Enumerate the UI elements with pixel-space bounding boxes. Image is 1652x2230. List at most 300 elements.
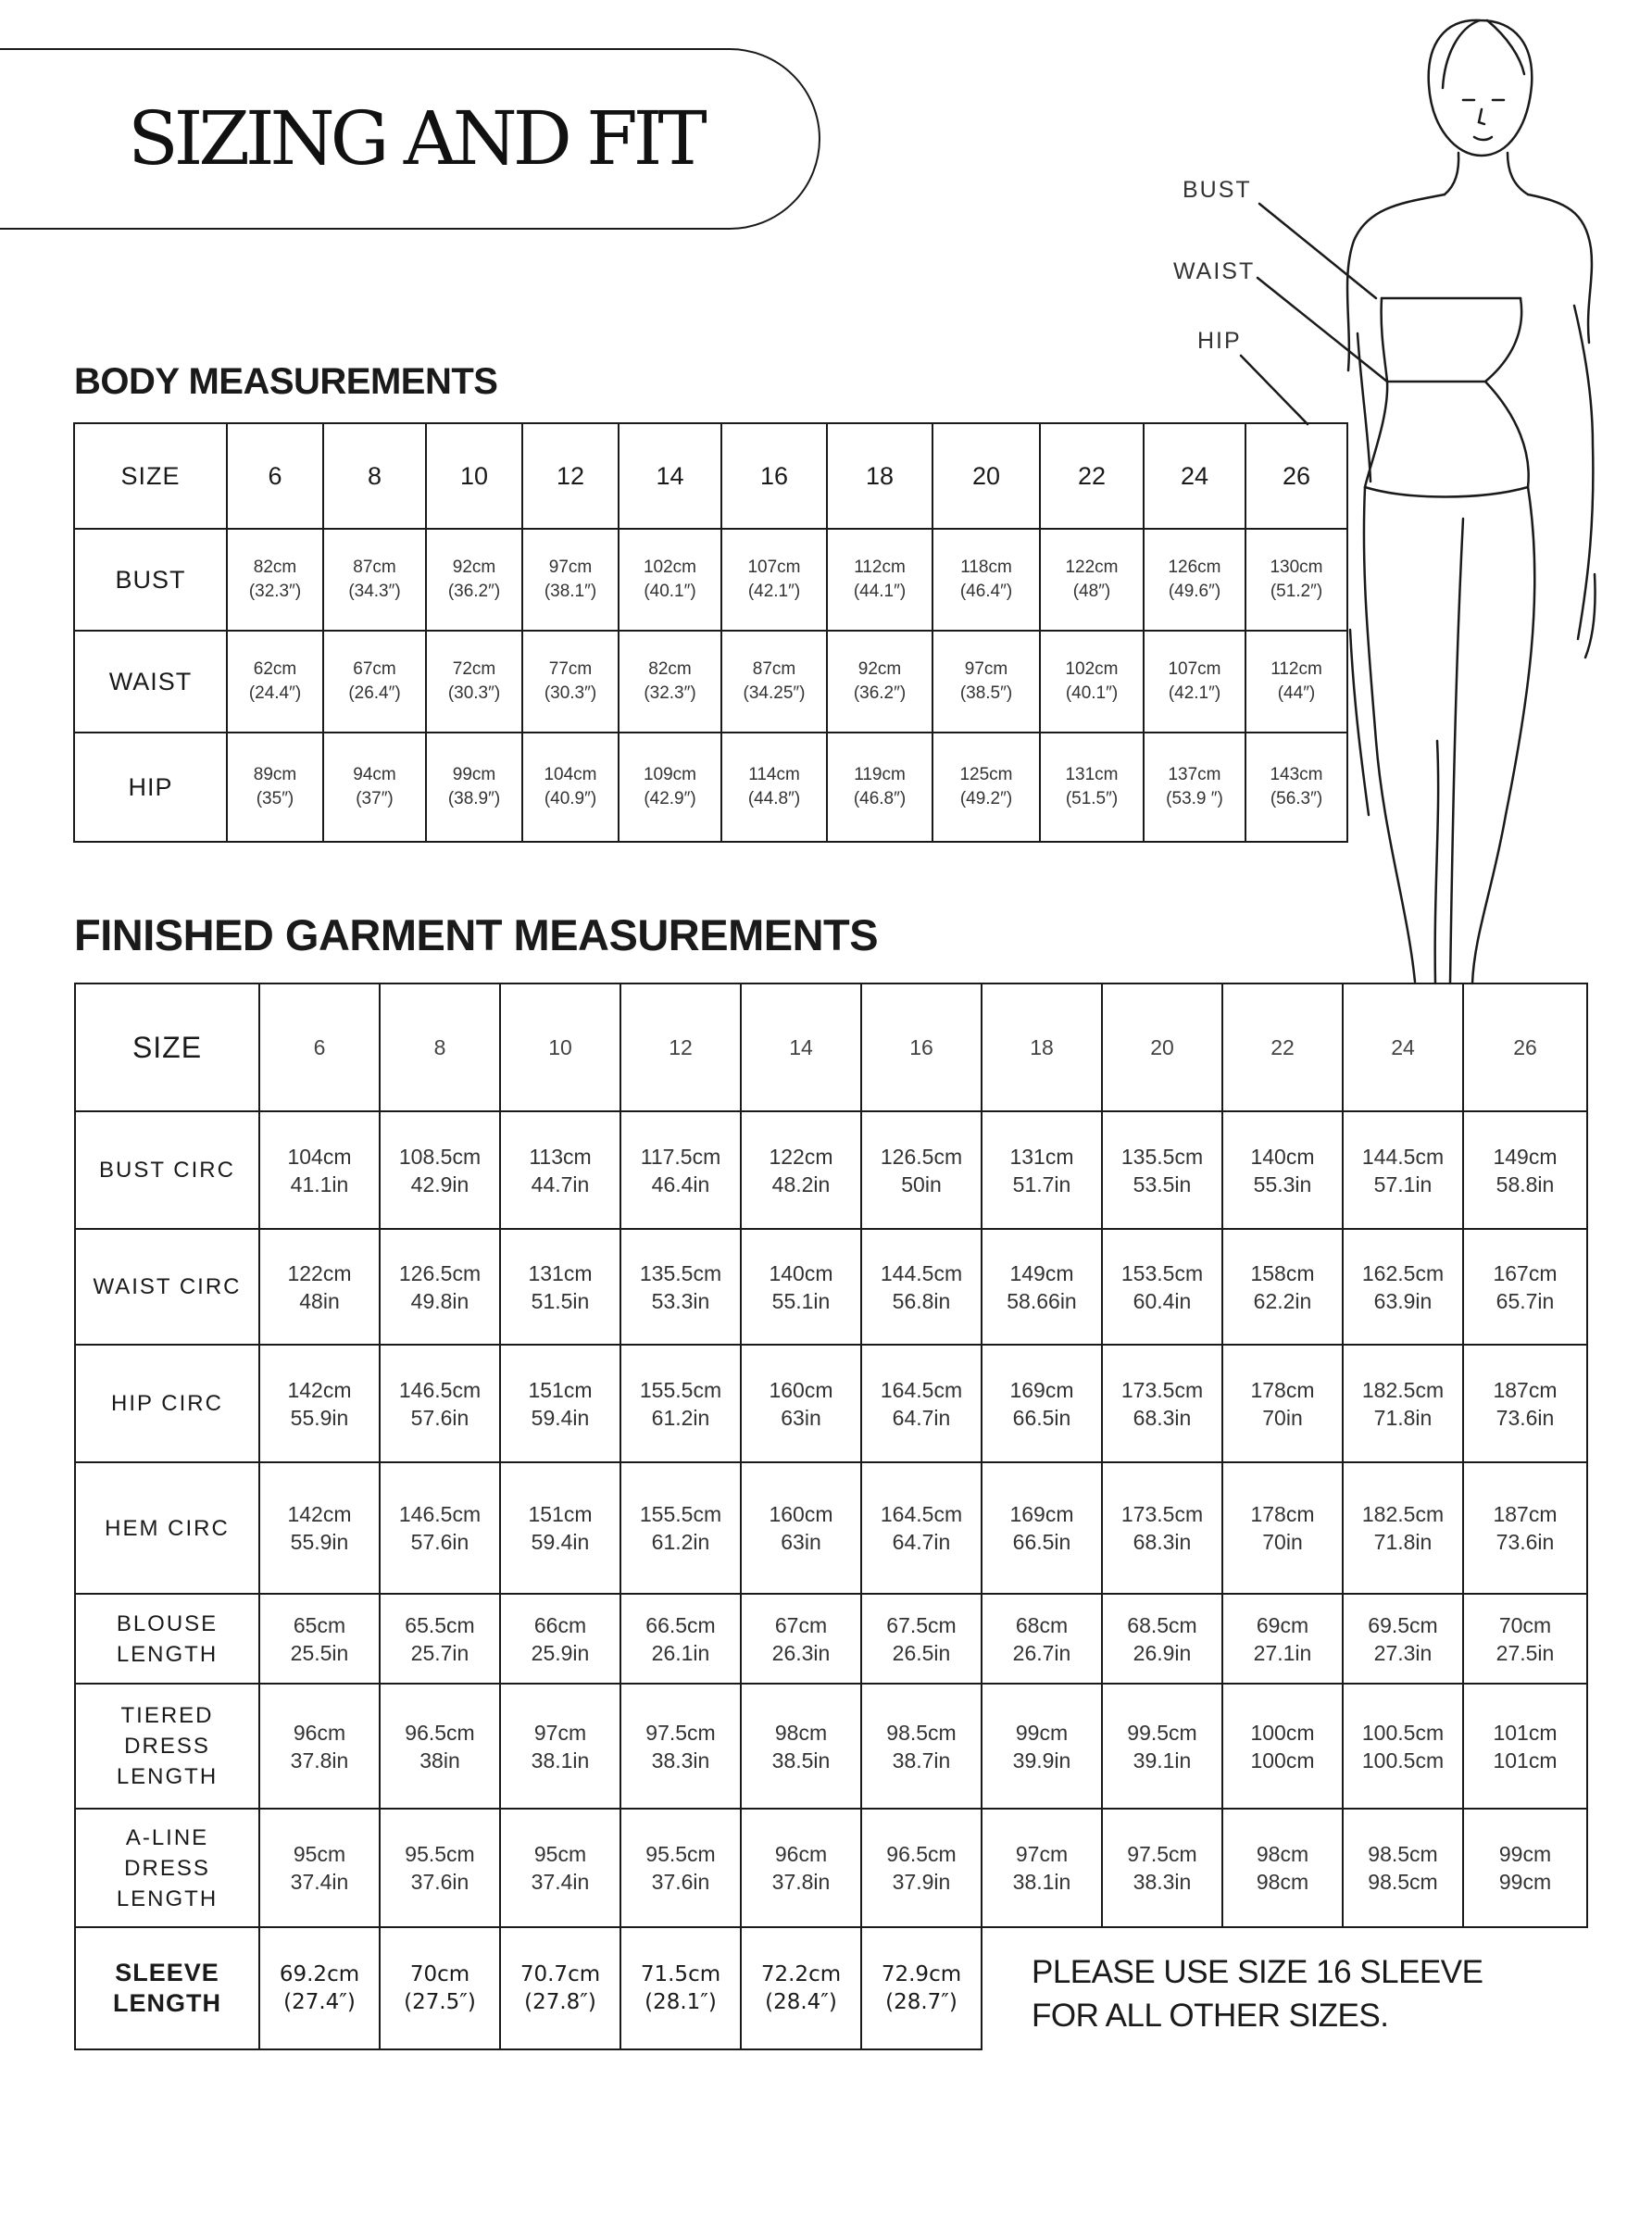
measurement-cell: [1463, 1594, 1587, 1684]
in-value: 44.7in: [531, 1171, 590, 1196]
in-value: 70in: [1262, 1405, 1303, 1430]
size-col-header: 22: [1040, 423, 1144, 529]
cm-value: 97.5cm: [645, 1720, 716, 1745]
measurement-cell: [619, 733, 721, 842]
in-value: 99cm: [1498, 1870, 1552, 1894]
size-col-header: 18: [827, 423, 932, 529]
measurement-cell: [932, 631, 1040, 733]
cm-value: 69.2cm: [279, 1962, 360, 1986]
cm-value: 187cm: [1493, 1377, 1558, 1402]
row-label: HIP: [74, 733, 227, 842]
in-value: 37.8in: [771, 1870, 831, 1894]
cm-value: 126.5cm: [880, 1144, 963, 1169]
measurement-cell: [1245, 529, 1347, 631]
in-value: 100.5cm: [1361, 1748, 1445, 1773]
body-measurements-heading: BODY MEASUREMENTS: [74, 361, 498, 402]
size-col-header: 8: [380, 983, 500, 1111]
cm-value: 146.5cm: [398, 1377, 482, 1402]
size-col-header: 16: [721, 423, 827, 529]
in-value: (40.1″): [1065, 683, 1119, 703]
cm-value: 92cm: [857, 659, 902, 679]
cm-value: 178cm: [1250, 1377, 1315, 1402]
measurement-cell: [1463, 1111, 1587, 1229]
cm-value: 126.5cm: [398, 1260, 482, 1285]
cm-value: 182.5cm: [1361, 1502, 1445, 1526]
hip-label: HIP: [1197, 328, 1242, 354]
garment-measurements-heading: FINISHED GARMENT MEASUREMENTS: [74, 910, 879, 959]
cm-value: 70cm: [1498, 1612, 1552, 1637]
cm-value: 96.5cm: [886, 1842, 957, 1866]
cm-value: 112cm: [854, 558, 906, 577]
in-value: 63in: [781, 1405, 821, 1430]
cm-value: 151cm: [528, 1377, 593, 1402]
cm-value: 125cm: [959, 765, 1013, 784]
measurement-cell: [620, 1462, 741, 1594]
cm-value: 68cm: [1015, 1612, 1069, 1637]
cm-value: 102cm: [1065, 659, 1119, 679]
in-value: (28.4″): [765, 1990, 837, 2014]
measurement-cell: [1144, 631, 1245, 733]
cm-value: 164.5cm: [880, 1502, 963, 1526]
in-value: (26.4″): [348, 683, 401, 703]
measurement-cell: [1343, 1684, 1463, 1809]
cm-value: 98.5cm: [886, 1720, 957, 1745]
cm-value: 169cm: [1009, 1377, 1074, 1402]
in-value: 100cm: [1250, 1748, 1315, 1773]
cm-value: 173.5cm: [1120, 1502, 1204, 1526]
cm-value: 131cm: [528, 1260, 593, 1285]
body-measurements-table: [73, 422, 1348, 843]
table-row: [74, 529, 1347, 631]
cm-value: 99cm: [1015, 1720, 1069, 1745]
cm-value: 149cm: [1493, 1144, 1558, 1169]
cm-value: 62cm: [253, 659, 297, 679]
cm-value: 68.5cm: [1127, 1612, 1197, 1637]
cm-value: 160cm: [769, 1502, 833, 1526]
cm-value: 72.2cm: [760, 1962, 842, 1986]
cm-value: 158cm: [1250, 1260, 1315, 1285]
in-value: 98.5cm: [1368, 1870, 1438, 1894]
cm-value: 66.5cm: [645, 1612, 716, 1637]
in-value: 38in: [419, 1748, 460, 1773]
cm-value: 102cm: [643, 558, 697, 577]
cm-value: 98.5cm: [1368, 1842, 1438, 1866]
measurement-cell: [1343, 1594, 1463, 1684]
measurement-cell: [741, 1927, 861, 2049]
in-value: 51.7in: [1012, 1171, 1071, 1196]
size-col-header: 10: [500, 983, 620, 1111]
measurement-cell: [227, 529, 323, 631]
row-label: HEM CIRC: [75, 1462, 259, 1594]
cm-value: 104cm: [544, 765, 597, 784]
cm-value: 162.5cm: [1361, 1260, 1445, 1285]
cm-value: 101cm: [1493, 1720, 1558, 1745]
cm-value: 135.5cm: [1120, 1144, 1204, 1169]
in-value: 26.3in: [771, 1640, 831, 1665]
in-value: 38.1in: [1012, 1870, 1071, 1894]
size-col-header: 10: [426, 423, 522, 529]
measurement-cell: [259, 1927, 380, 2049]
in-value: (44.1″): [853, 582, 907, 601]
row-label: WAIST: [74, 631, 227, 733]
size-col-header: 20: [932, 423, 1040, 529]
measurement-cell: [380, 1927, 500, 2049]
cm-value: 135.5cm: [639, 1260, 722, 1285]
measurement-cell: [259, 1345, 380, 1462]
measurement-cell: [380, 1229, 500, 1345]
measurement-cell: [1222, 1345, 1343, 1462]
cm-value: 95cm: [533, 1842, 587, 1866]
measurement-cell: [323, 529, 426, 631]
in-value: 37.6in: [410, 1870, 469, 1894]
table-row: [75, 1229, 1587, 1345]
in-value: (49.6″): [1168, 582, 1221, 601]
measurement-cell: [1222, 1229, 1343, 1345]
measurement-cell: [619, 631, 721, 733]
cm-value: 89cm: [253, 765, 297, 784]
measurement-cell: [741, 1594, 861, 1684]
measurement-cell: [500, 1229, 620, 1345]
measurement-cell: [1040, 529, 1144, 631]
measurement-cell: [741, 1462, 861, 1594]
table-row: [75, 1809, 1587, 1927]
in-value: 38.7in: [892, 1748, 951, 1773]
measurement-cell: [1102, 1809, 1222, 1927]
size-col-header: 26: [1245, 423, 1347, 529]
in-value: 66.5in: [1012, 1530, 1071, 1554]
in-value: 73.6in: [1496, 1530, 1555, 1554]
measurement-cell: [620, 1927, 741, 2049]
in-value: (38.5″): [959, 683, 1013, 703]
cm-value: 131cm: [1009, 1144, 1074, 1169]
in-value: 27.3in: [1373, 1640, 1433, 1665]
cm-value: 137cm: [1168, 765, 1221, 784]
cm-value: 96.5cm: [405, 1720, 475, 1745]
cm-value: 96cm: [293, 1720, 346, 1745]
in-value: 98cm: [1256, 1870, 1309, 1894]
in-value: 26.1in: [651, 1640, 710, 1665]
row-label: A-LINE DRESS LENGTH: [75, 1809, 259, 1927]
measurement-cell: [1343, 1809, 1463, 1927]
in-value: (44.8″): [747, 789, 801, 808]
in-value: (37″): [356, 789, 394, 808]
in-value: (28.1″): [645, 1990, 717, 2014]
measurement-cell: [522, 733, 619, 842]
bust-label: BUST: [1183, 177, 1252, 203]
in-value: 39.9in: [1012, 1748, 1071, 1773]
measurement-cell: [861, 1229, 982, 1345]
in-value: 48in: [299, 1288, 340, 1313]
in-value: (56.3″): [1270, 789, 1323, 808]
measurement-cell: [227, 631, 323, 733]
in-value: 26.9in: [1133, 1640, 1192, 1665]
cm-value: 113cm: [529, 1144, 592, 1169]
in-value: 56.8in: [892, 1288, 951, 1313]
cm-value: 112cm: [1270, 659, 1322, 679]
size-col-header: 12: [522, 423, 619, 529]
sleeve-note: PLEASE USE SIZE 16 SLEEVE FOR ALL OTHER SIZES.: [1032, 1954, 1483, 2034]
cm-value: 118cm: [960, 558, 1012, 577]
page-title: SIZING AND FIT: [128, 95, 703, 182]
in-value: 46.4in: [651, 1171, 710, 1196]
cm-value: 95.5cm: [645, 1842, 716, 1866]
cm-value: 97cm: [964, 659, 1008, 679]
cm-value: 144.5cm: [880, 1260, 963, 1285]
in-value: (44″): [1277, 683, 1316, 703]
measurement-cell: [500, 1594, 620, 1684]
in-value: (40.9″): [544, 789, 597, 808]
measurement-cell: [1222, 1809, 1343, 1927]
size-col-header: 20: [1102, 983, 1222, 1111]
cm-value: 97cm: [1015, 1842, 1069, 1866]
in-value: 101cm: [1493, 1748, 1558, 1773]
in-value: 55.1in: [771, 1288, 831, 1313]
in-value: (51.2″): [1270, 582, 1323, 601]
in-value: (49.2″): [959, 789, 1013, 808]
measurement-cell: [1102, 1229, 1222, 1345]
in-value: 53.5in: [1133, 1171, 1192, 1196]
measurement-cell: [721, 631, 827, 733]
measurement-cell: [259, 1462, 380, 1594]
in-value: 57.1in: [1373, 1171, 1433, 1196]
table-row: [75, 1462, 1587, 1594]
cm-value: 87cm: [353, 558, 396, 577]
cm-value: 122cm: [287, 1260, 352, 1285]
measurement-cell: [1102, 1684, 1222, 1809]
cm-value: 173.5cm: [1120, 1377, 1204, 1402]
measurement-cell: [500, 1111, 620, 1229]
size-col-header: 8: [323, 423, 426, 529]
cm-value: 151cm: [528, 1502, 593, 1526]
measurement-cell: [1343, 1229, 1463, 1345]
measurement-cell: [861, 1462, 982, 1594]
in-value: 66.5in: [1012, 1405, 1071, 1430]
cm-value: 140cm: [769, 1260, 833, 1285]
in-value: 26.7in: [1012, 1640, 1071, 1665]
body-size-header-row: [74, 423, 1347, 529]
measurement-cell: [861, 1111, 982, 1229]
measurement-cell: [619, 529, 721, 631]
measurement-cell: [932, 733, 1040, 842]
size-col-header: 12: [620, 983, 741, 1111]
measurement-cell: [323, 631, 426, 733]
measurement-cell: [1343, 1345, 1463, 1462]
measurement-cell: [500, 1462, 620, 1594]
size-header: SIZE: [74, 423, 227, 529]
size-col-header: 14: [741, 983, 861, 1111]
cm-value: 67cm: [353, 659, 396, 679]
row-label: BUST: [74, 529, 227, 631]
in-value: 58.8in: [1496, 1171, 1555, 1196]
in-value: 38.5in: [771, 1748, 831, 1773]
measurement-cell: [426, 733, 522, 842]
cm-value: 72.9cm: [881, 1962, 962, 1986]
cm-value: 122cm: [769, 1144, 833, 1169]
measurement-cell: [861, 1345, 982, 1462]
garment-measurements-table: [74, 983, 1588, 2050]
row-label: WAIST CIRC: [75, 1229, 259, 1345]
in-value: 70in: [1262, 1530, 1303, 1554]
in-value: 64.7in: [892, 1530, 951, 1554]
measurement-cell: [982, 1345, 1102, 1462]
cm-value: 169cm: [1009, 1502, 1074, 1526]
in-value: 37.4in: [531, 1870, 590, 1894]
measurement-cell: [861, 1594, 982, 1684]
measurement-cell: [861, 1809, 982, 1927]
in-value: (38.1″): [544, 582, 597, 601]
in-value: 25.5in: [290, 1640, 349, 1665]
size-col-header: 18: [982, 983, 1102, 1111]
cm-value: 71.5cm: [640, 1962, 721, 1986]
in-value: (32.3″): [644, 683, 696, 703]
in-value: (42.1″): [747, 582, 801, 601]
in-value: (46.4″): [959, 582, 1013, 601]
table-row: [74, 733, 1347, 842]
in-value: 27.5in: [1496, 1640, 1555, 1665]
cm-value: 109cm: [643, 765, 697, 784]
in-value: (53.9 ″): [1166, 789, 1223, 808]
table-row: [75, 1594, 1587, 1684]
cm-value: 69.5cm: [1368, 1612, 1438, 1637]
cm-value: 70.7cm: [519, 1962, 601, 1986]
in-value: 55.9in: [290, 1405, 349, 1430]
in-value: (42.1″): [1168, 683, 1221, 703]
size-col-header: 16: [861, 983, 982, 1111]
in-value: (24.4″): [248, 683, 302, 703]
in-value: 71.8in: [1373, 1530, 1433, 1554]
cm-value: 65cm: [293, 1612, 346, 1637]
cm-value: 140cm: [1250, 1144, 1315, 1169]
row-label: BUST CIRC: [75, 1111, 259, 1229]
measurement-cell: [1463, 1809, 1587, 1927]
cm-value: 100.5cm: [1361, 1720, 1445, 1745]
in-value: 58.66in: [1007, 1288, 1077, 1313]
measurement-cell: [741, 1809, 861, 1927]
in-value: (30.3″): [447, 683, 501, 703]
size-col-header: 6: [227, 423, 323, 529]
table-row: [74, 631, 1347, 733]
cm-value: 167cm: [1493, 1260, 1558, 1285]
cm-value: 94cm: [353, 765, 396, 784]
cm-value: 65.5cm: [405, 1612, 475, 1637]
measurement-cell: [721, 733, 827, 842]
in-value: 50in: [901, 1171, 942, 1196]
measurement-cell: [1144, 529, 1245, 631]
in-value: 63in: [781, 1530, 821, 1554]
measurement-cell: [1343, 1111, 1463, 1229]
measurement-cell: [1222, 1684, 1343, 1809]
measurement-cell: [741, 1345, 861, 1462]
cm-value: 143cm: [1270, 765, 1323, 784]
measurement-cell: [1463, 1684, 1587, 1809]
measurement-cell: [259, 1684, 380, 1809]
in-value: 62.2in: [1253, 1288, 1312, 1313]
in-value: 25.7in: [410, 1640, 469, 1665]
cm-value: 104cm: [287, 1144, 352, 1169]
in-value: 48.2in: [771, 1171, 831, 1196]
cm-value: 142cm: [287, 1502, 352, 1526]
row-label: BLOUSE LENGTH: [75, 1594, 259, 1684]
in-value: 60.4in: [1133, 1288, 1192, 1313]
measurement-cell: [259, 1229, 380, 1345]
in-value: 49.8in: [410, 1288, 469, 1313]
cm-value: 182.5cm: [1361, 1377, 1445, 1402]
size-col-header: 22: [1222, 983, 1343, 1111]
in-value: (32.3″): [248, 582, 302, 601]
in-value: 73.6in: [1496, 1405, 1555, 1430]
measurement-cell: [1245, 631, 1347, 733]
cm-value: 69cm: [1256, 1612, 1309, 1637]
measurement-cell: [1102, 1345, 1222, 1462]
cm-value: 77cm: [548, 659, 593, 679]
measurement-cell: [1463, 1345, 1587, 1462]
measurement-cell: [522, 529, 619, 631]
measurement-cell: [861, 1684, 982, 1809]
size-col-header: 24: [1144, 423, 1245, 529]
measurement-cell: [982, 1462, 1102, 1594]
in-value: 65.7in: [1496, 1288, 1555, 1313]
in-value: 53.3in: [651, 1288, 710, 1313]
measurement-cell: [1102, 1462, 1222, 1594]
measurement-cell: [1144, 733, 1245, 842]
in-value: 61.2in: [651, 1530, 710, 1554]
measurement-cell: [1040, 631, 1144, 733]
measurement-cell: [259, 1594, 380, 1684]
cm-value: 164.5cm: [880, 1377, 963, 1402]
in-value: (51.5″): [1065, 789, 1119, 808]
measurement-cell: [982, 1684, 1102, 1809]
cm-value: 153.5cm: [1120, 1260, 1204, 1285]
measurement-cell: [620, 1345, 741, 1462]
in-value: (27.8″): [524, 1990, 596, 2014]
measurement-cell: [323, 733, 426, 842]
in-value: 59.4in: [531, 1530, 590, 1554]
cm-value: 142cm: [287, 1377, 352, 1402]
measurement-cell: [982, 1594, 1102, 1684]
row-label: HIP CIRC: [75, 1345, 259, 1462]
cm-value: 67cm: [774, 1612, 828, 1637]
cm-value: 72cm: [452, 659, 496, 679]
table-row: [75, 1684, 1587, 1809]
measurement-cell: [522, 631, 619, 733]
measurement-cell: [259, 1809, 380, 1927]
garment-size-header-row: [75, 983, 1587, 1111]
cm-value: 149cm: [1009, 1260, 1074, 1285]
in-value: 55.9in: [290, 1530, 349, 1554]
in-value: 37.9in: [892, 1870, 951, 1894]
in-value: (27.4″): [283, 1990, 356, 2014]
measurement-cell: [982, 1111, 1102, 1229]
measurement-cell: [620, 1111, 741, 1229]
cm-value: 155.5cm: [639, 1377, 722, 1402]
measurement-cell: [426, 529, 522, 631]
table-row: [75, 1111, 1587, 1229]
measurement-cell: [861, 1927, 982, 2049]
cm-value: 95.5cm: [405, 1842, 475, 1866]
measurement-cell: [1343, 1462, 1463, 1594]
in-value: 57.6in: [410, 1405, 469, 1430]
cm-value: 117.5cm: [640, 1144, 721, 1169]
cm-value: 126cm: [1168, 558, 1221, 577]
cm-value: 87cm: [752, 659, 796, 679]
in-value: (48″): [1072, 582, 1111, 601]
cm-value: 178cm: [1250, 1502, 1315, 1526]
table-row: [75, 1345, 1587, 1462]
cm-value: 160cm: [769, 1377, 833, 1402]
waist-label: WAIST: [1173, 258, 1256, 284]
measurement-cell: [1463, 1462, 1587, 1594]
measurement-cell: [932, 529, 1040, 631]
